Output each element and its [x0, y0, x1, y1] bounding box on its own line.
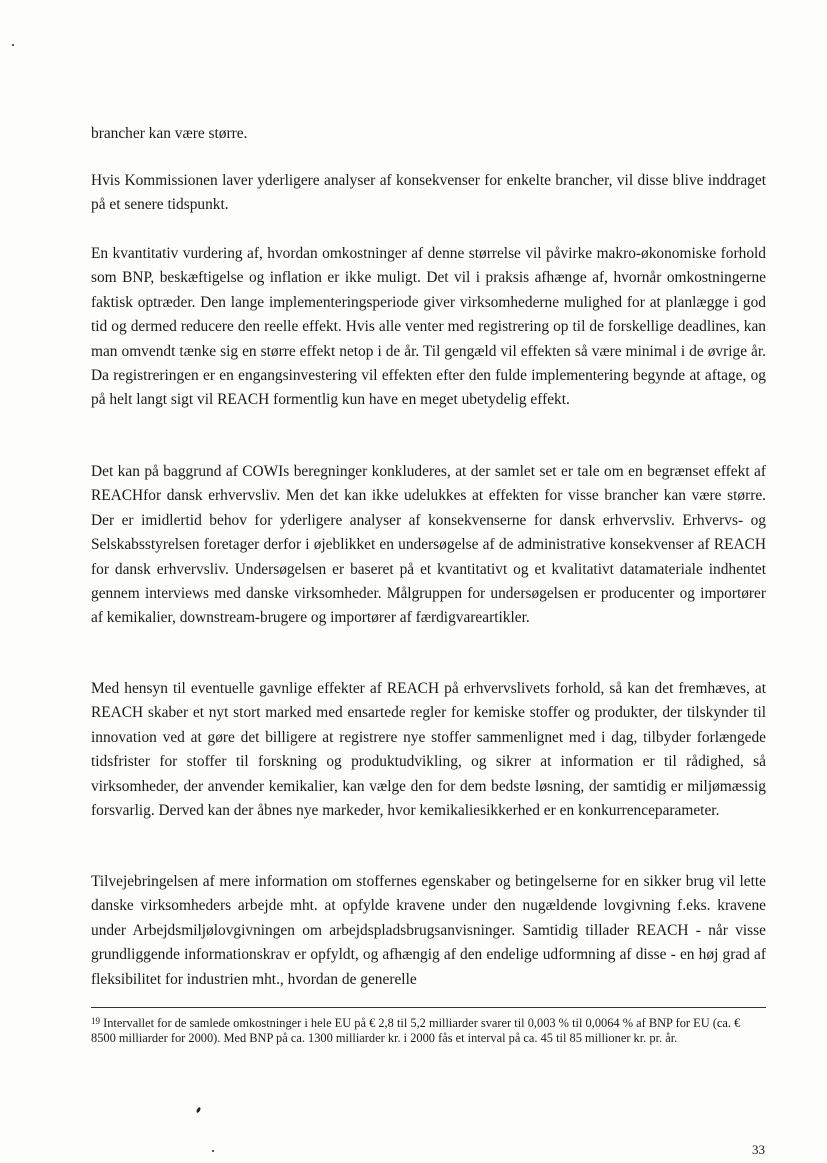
footnote: [91, 1014, 766, 1047]
page-number: 33: [752, 1142, 765, 1157]
paragraph-2: Hvis Kommissionen laver yderligere analyser af konsekvenser for enkelte brancher, vil disse blive inddraget på et senere tidspunkt.: [91, 172, 766, 214]
paragraph-5: Med hensyn til eventuelle gavnlige effekter af REACH på erhvervslivets forhold, så kan det fremhæves, at REACH skaber et nyt stort marked med ensartede regler for kemiske stoffer og produkter, der tilskynder til innovation ved at gøre det billigere at registrere nye stoffer sammenlignet med i dag, tilbyder forlængede tidsfrister for stoffer til forskning og produktudvikling, og sikrer at information er til rådighed, så virksomheder, der anvender kemikalier, kan vælge den for dem bedste løsning, der samtidig er miljømæssig forsvarlig. Derved kan der åbnes nye markeder, hvor kemikaliesikkerhed er en konkurrenceparameter.: [91, 680, 766, 820]
paragraph-4: Det kan på baggrund af COWIs beregninger konkluderes, at der samlet set er tale om en begrænset effekt af REACHfor dansk erhvervsliv. Men det kan ikke udelukkes at effekten for visse brancher kan være større. Der er imidlertid behov for yderligere analyser af konsekvenserne for dansk erhvervsliv. Erhvervs- og Selskabsstyrelsen foretager derfor i øjeblikket en undersøgelse af de administrative konsekvenser af REACH for dansk erhvervsliv. Undersøgelsen er baseret på et kvantitativt og et kvalitativt datamateriale indhentet gennem interviews med danske virksomheder. Målgruppen for undersøgelsen er producenter og importører af kemikalier, downstream-brugere og importører af færdigvareartikler.: [91, 463, 766, 627]
footnote-text: Intervallet for de samlede omkostninger i hele EU på € 2,8 til 5,2 milliarder svarer til 0,003 % til 0,0064 % af BNP for EU (ca. € 8500 milliarder for 2000). Med BNP på ca. 1300 milliarder kr. i 2000 fås et interval på ca. 45 til 85 millioner kr. pr. år.: [91, 1016, 741, 1046]
scan-speck: [12, 44, 14, 46]
scan-speck: [212, 1150, 214, 1152]
paragraph-6: Tilvejebringelsen af mere information om stoffernes egenskaber og betingelserne for en sikker brug vil lette danske virksomheders arbejde mht. at opfylde kravene under den nugældende lovgivning f.eks. kravene under Arbejdsmiljølovgivningen om arbejdspladsbrugsanvisninger. Samtidig tillader REACH - når visse grundliggende informationskrav er opfyldt, og afhængig af den endelige udformning af disse - en høj grad af fleksibilitet for industrien mht., hvordan de generelle: [91, 873, 766, 988]
footnote-marker: 19: [91, 1016, 100, 1026]
footnote-divider: [91, 1007, 766, 1008]
paragraph-3: En kvantitativ vurdering af, hvordan omkostninger af denne størrelse vil påvirke makro-økonomiske forhold som BNP, beskæftigelse og inflation er ikke muligt. Det vil i praksis afhænge af, hvornår omkostningerne faktisk optræder. Den lange implementeringsperiode giver virksomhederne mulighed for at planlægge i god tid og dermed reducere den reelle effekt. Hvis alle venter med registrering op til de forskellige deadlines, kan man omvendt tænke sig en større effekt netop i de år. Til gengæld vil effekten så være minimal i de øvrige år. Da registreringen er en engangsinvestering vil effekten efter den fulde implementering begynde at aftage, og på helt langt sigt vil REACH formentlig kun have en meget ubetydelig effekt.: [91, 245, 766, 409]
paragraph-1: brancher kan være større.: [91, 125, 248, 142]
scan-speck: [196, 1107, 202, 1114]
